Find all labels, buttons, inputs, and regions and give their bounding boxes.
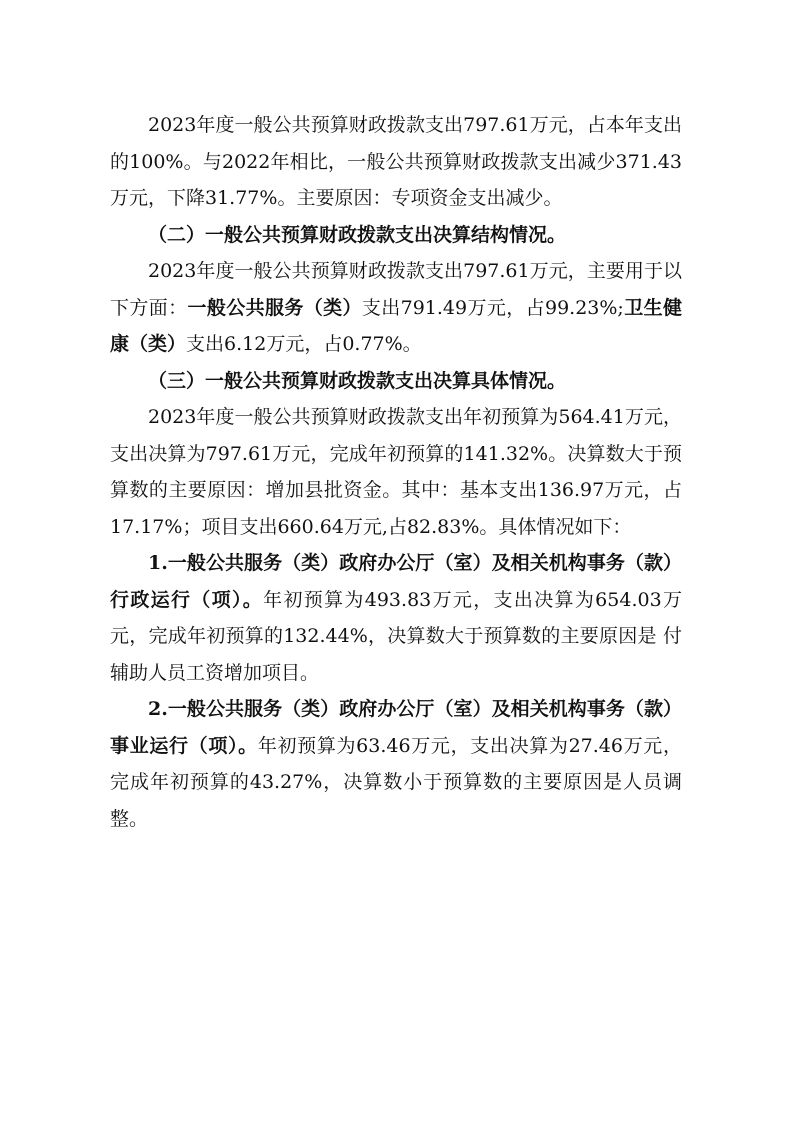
category-general-public-services: 一般公共服务（类）	[187, 296, 362, 319]
list-item-title: 1.一般公共服务（类）政府办公厅（室）及相关机构事务（款）行政运行（项）。	[110, 552, 682, 611]
paragraph-total-expenditure	[110, 107, 682, 217]
document-body	[110, 107, 682, 837]
heading-text: （二）一般公共预算财政拨款支出决算结构情况。	[148, 223, 567, 246]
list-item-1	[110, 545, 682, 691]
paragraph-lead: 2023年度一般公共预算财政拨款支出797.61万元，主要用于以下方面：	[110, 260, 682, 319]
section-heading-details	[110, 363, 682, 400]
paragraph-text: 2023年度一般公共预算财政拨款支出797.61万元，占本年支出的100%。与2022年相比，一般公共预算财政拨款支出减少371.43万元，下降31.77%。主要原因：专项资金支出减少。	[110, 114, 682, 209]
paragraph-details	[110, 399, 682, 545]
list-item-text: 年初预算为63.46万元，支出决算为27.46万元，完成年初预算的43.27%，决算数小于预算数的主要原因是人员调整。	[110, 734, 682, 830]
list-item-2	[110, 691, 682, 837]
category-health-text: 支出6.12万元，占0.77%。	[186, 333, 422, 355]
list-item-text: 年初预算为493.83万元，支出决算为654.03万元，完成年初预算的132.44%，决算数大于预算数的主要原因是 付辅助人员工资增加项目。	[110, 588, 682, 684]
section-heading-structure	[110, 217, 682, 254]
paragraph-structure	[110, 253, 682, 363]
category-general-public-services-text: 支出791.49万元，占99.23%;	[361, 296, 624, 319]
heading-text: （三）一般公共预算财政拨款支出决算具体情况。	[148, 369, 567, 392]
paragraph-text: 2023年度一般公共预算财政拨款支出年初预算为564.41万元，支出决算为797.61万元，完成年初预算的141.32%。决算数大于预算数的主要原因：增加县批资金。其中：基本支出136.97万元，占17.17%；项目支出660.64万元,占82.83%。具体情况如下：	[110, 406, 682, 538]
category-health: 卫生健康（类）	[110, 296, 682, 355]
list-item-title: 2.一般公共服务（类）政府办公厅（室）及相关机构事务（款）事业运行（项）。	[110, 698, 682, 757]
